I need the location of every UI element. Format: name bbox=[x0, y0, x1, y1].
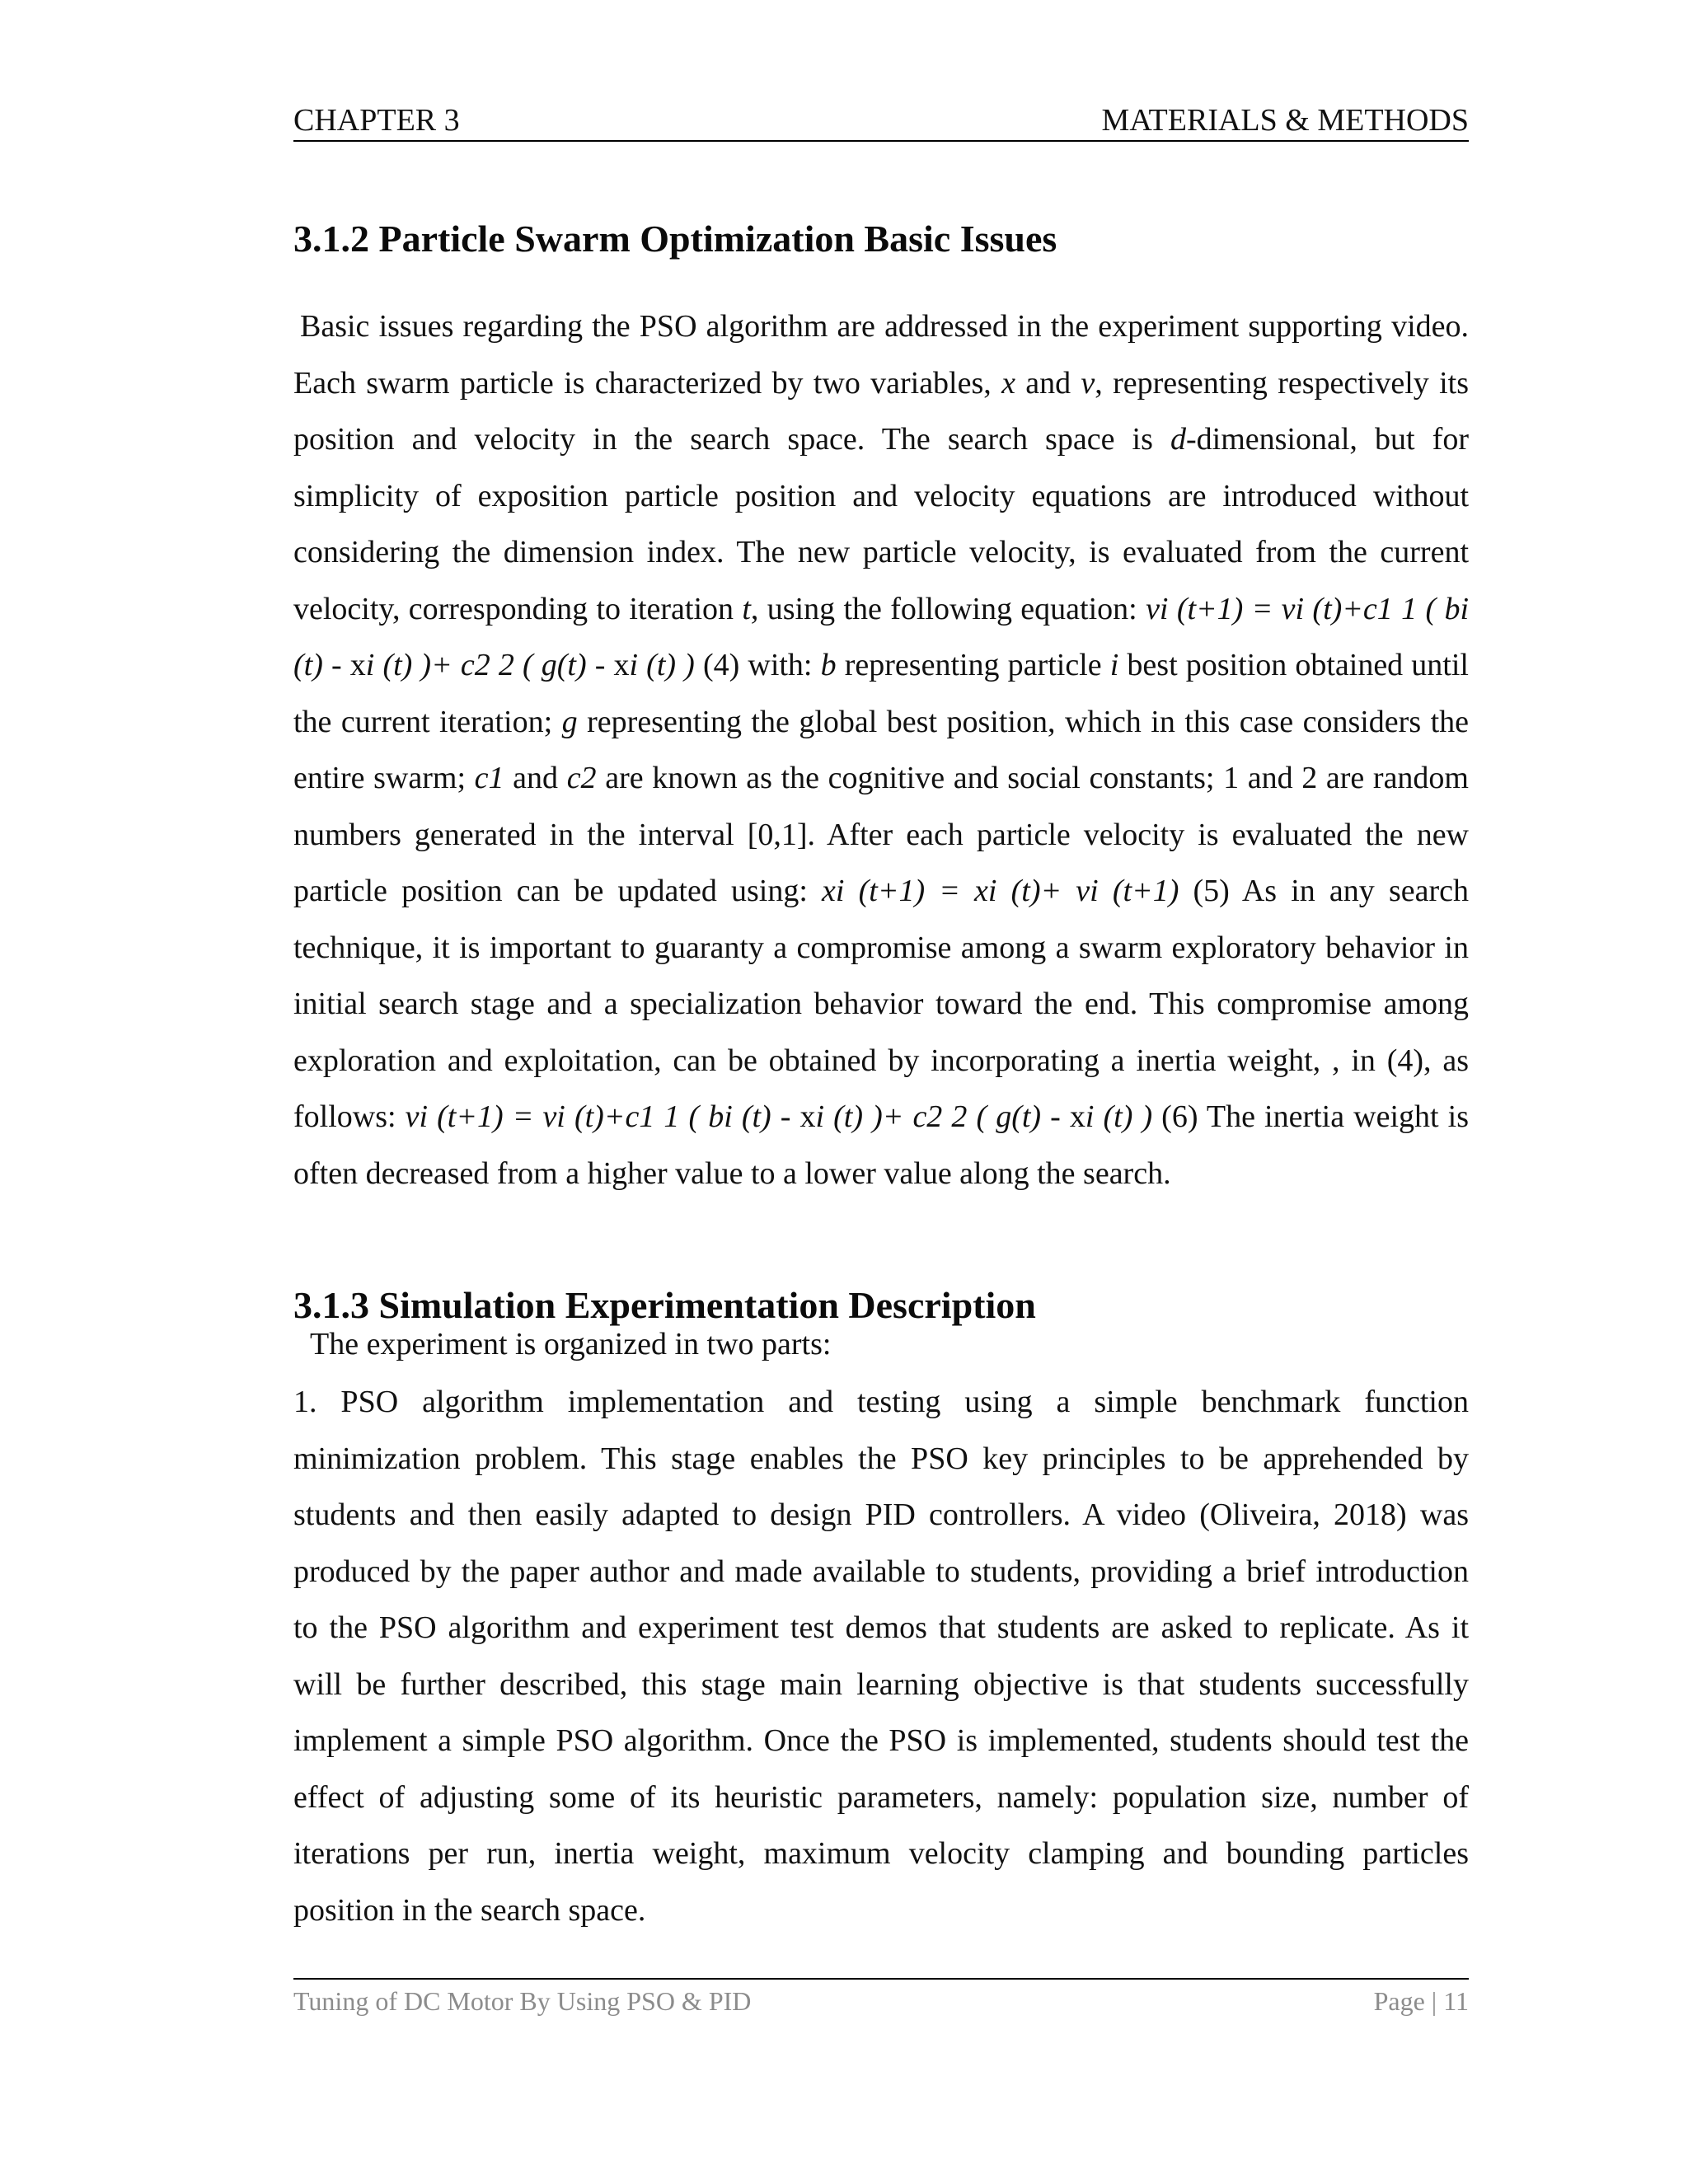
text-run: best position obtained until the current iteration; bbox=[293, 648, 1469, 739]
variable-v: v bbox=[1081, 365, 1095, 401]
text-run: (5) As in any search technique, it is important to guaranty a compromise among a swarm exploratory behavior in initial search stage and a specialization behavior toward the end. This compromise among exploration and exploitation, can be obtained by incorporating a inertia weight, , in (4), as follows: bbox=[293, 874, 1469, 1134]
experiment-part-1-paragraph: 1. PSO algorithm implementation and testing using a simple benchmark function minimization problem. This stage enables the PSO key principles to be apprehended by students and then easily adapted to design PID controllers. A video (Oliveira, 2018) was produced by the paper author and made available to students, providing a brief introduction to the PSO algorithm and experiment test demos that students are asked to replicate. As it will be further described, this stage main learning objective is that students successfully implement a simple PSO algorithm. Once the PSO is implemented, students should test the effect of adjusting some of its heuristic parameters, namely: population size, number of iterations per run, inertia weight, maximum velocity clamping and bounding particles position in the search space. bbox=[293, 1385, 1469, 1928]
equation-4-part: vi (t+1) = vi (t)+c1 1 ( bi (t) - bbox=[293, 591, 1470, 682]
equation-4-part: i (t) ) bbox=[629, 648, 695, 682]
text-run: are known as the cognitive and social constants; 1 and 2 are random numbers generated in the interval [0,1]. After each particle velocity is evaluated the new particle position can be updated using: bbox=[293, 761, 1469, 908]
text-run: representing particle bbox=[836, 648, 1110, 682]
equation-6-part: x bbox=[1069, 1099, 1085, 1134]
equation-4-part: x bbox=[349, 648, 366, 682]
equation-4-part: i (t) )+ c2 2 ( g(t) - bbox=[365, 648, 614, 682]
pso-basic-issues-paragraph bbox=[293, 298, 1469, 1202]
variable-c2: c2 bbox=[566, 761, 597, 795]
equation-6-part: x bbox=[799, 1099, 816, 1134]
section-label: MATERIALS & METHODS bbox=[1101, 103, 1469, 138]
text-run: and bbox=[504, 761, 567, 795]
variable-t: t bbox=[742, 591, 751, 626]
variable-i: i bbox=[1109, 648, 1119, 682]
document-page bbox=[293, 0, 1469, 2184]
equation-5: xi (t+1) = xi (t)+ vi (t+1) bbox=[822, 874, 1179, 908]
section-heading-3-1-2: 3.1.2 Particle Swarm Optimization Basic Issues bbox=[293, 218, 1057, 260]
equation-6-part: vi (t+1) = vi (t)+c1 1 ( bi (t) - bbox=[405, 1099, 800, 1134]
text-run: and bbox=[1015, 365, 1081, 401]
text-run: The experiment is organized in two parts: bbox=[310, 1327, 832, 1361]
page-number: Page | 11 bbox=[1373, 1986, 1469, 2016]
section-heading-3-1-3: 3.1.3 Simulation Experimentation Description bbox=[293, 1284, 1036, 1326]
equation-6-part: i (t) )+ c2 2 ( g(t) - bbox=[815, 1099, 1070, 1134]
variable-b: b bbox=[820, 648, 837, 682]
equation-4-part: x bbox=[613, 648, 630, 682]
experiment-intro-paragraph bbox=[293, 1323, 1469, 1366]
text-run: Basic issues regarding the PSO algorithm are addressed in the experiment supporting video. Each swarm particle is characterized by two variables, bbox=[293, 309, 1469, 401]
variable-d: d- bbox=[1170, 422, 1197, 457]
footer-title: Tuning of DC Motor By Using PSO & PID bbox=[293, 1986, 752, 2016]
text-run: representing the global best position, which in this case considers the entire swarm; bbox=[293, 704, 1470, 795]
equation-6-part: i (t) ) bbox=[1085, 1099, 1153, 1134]
variable-g: g bbox=[561, 704, 578, 739]
text-run: , representing respectively its position and velocity in the search space. The search space is bbox=[293, 365, 1469, 457]
text-run: (6) The inertia weight is often decreased from a higher value to a lower value along the search. bbox=[293, 1099, 1470, 1191]
running-footer bbox=[293, 1978, 1469, 2029]
running-header bbox=[293, 97, 1469, 142]
variable-x: x bbox=[1001, 365, 1015, 401]
text-run: dimensional, but for simplicity of exposition particle position and velocity equations are introduced without considering the dimension index. The new particle velocity, is evaluated from the current velocity, corresponding to iteration bbox=[293, 422, 1469, 626]
chapter-label: CHAPTER 3 bbox=[293, 103, 460, 138]
text-run: , using the following equation: bbox=[750, 591, 1146, 626]
variable-c1: c1 bbox=[474, 761, 504, 795]
text-run: (4) with: bbox=[694, 648, 821, 682]
